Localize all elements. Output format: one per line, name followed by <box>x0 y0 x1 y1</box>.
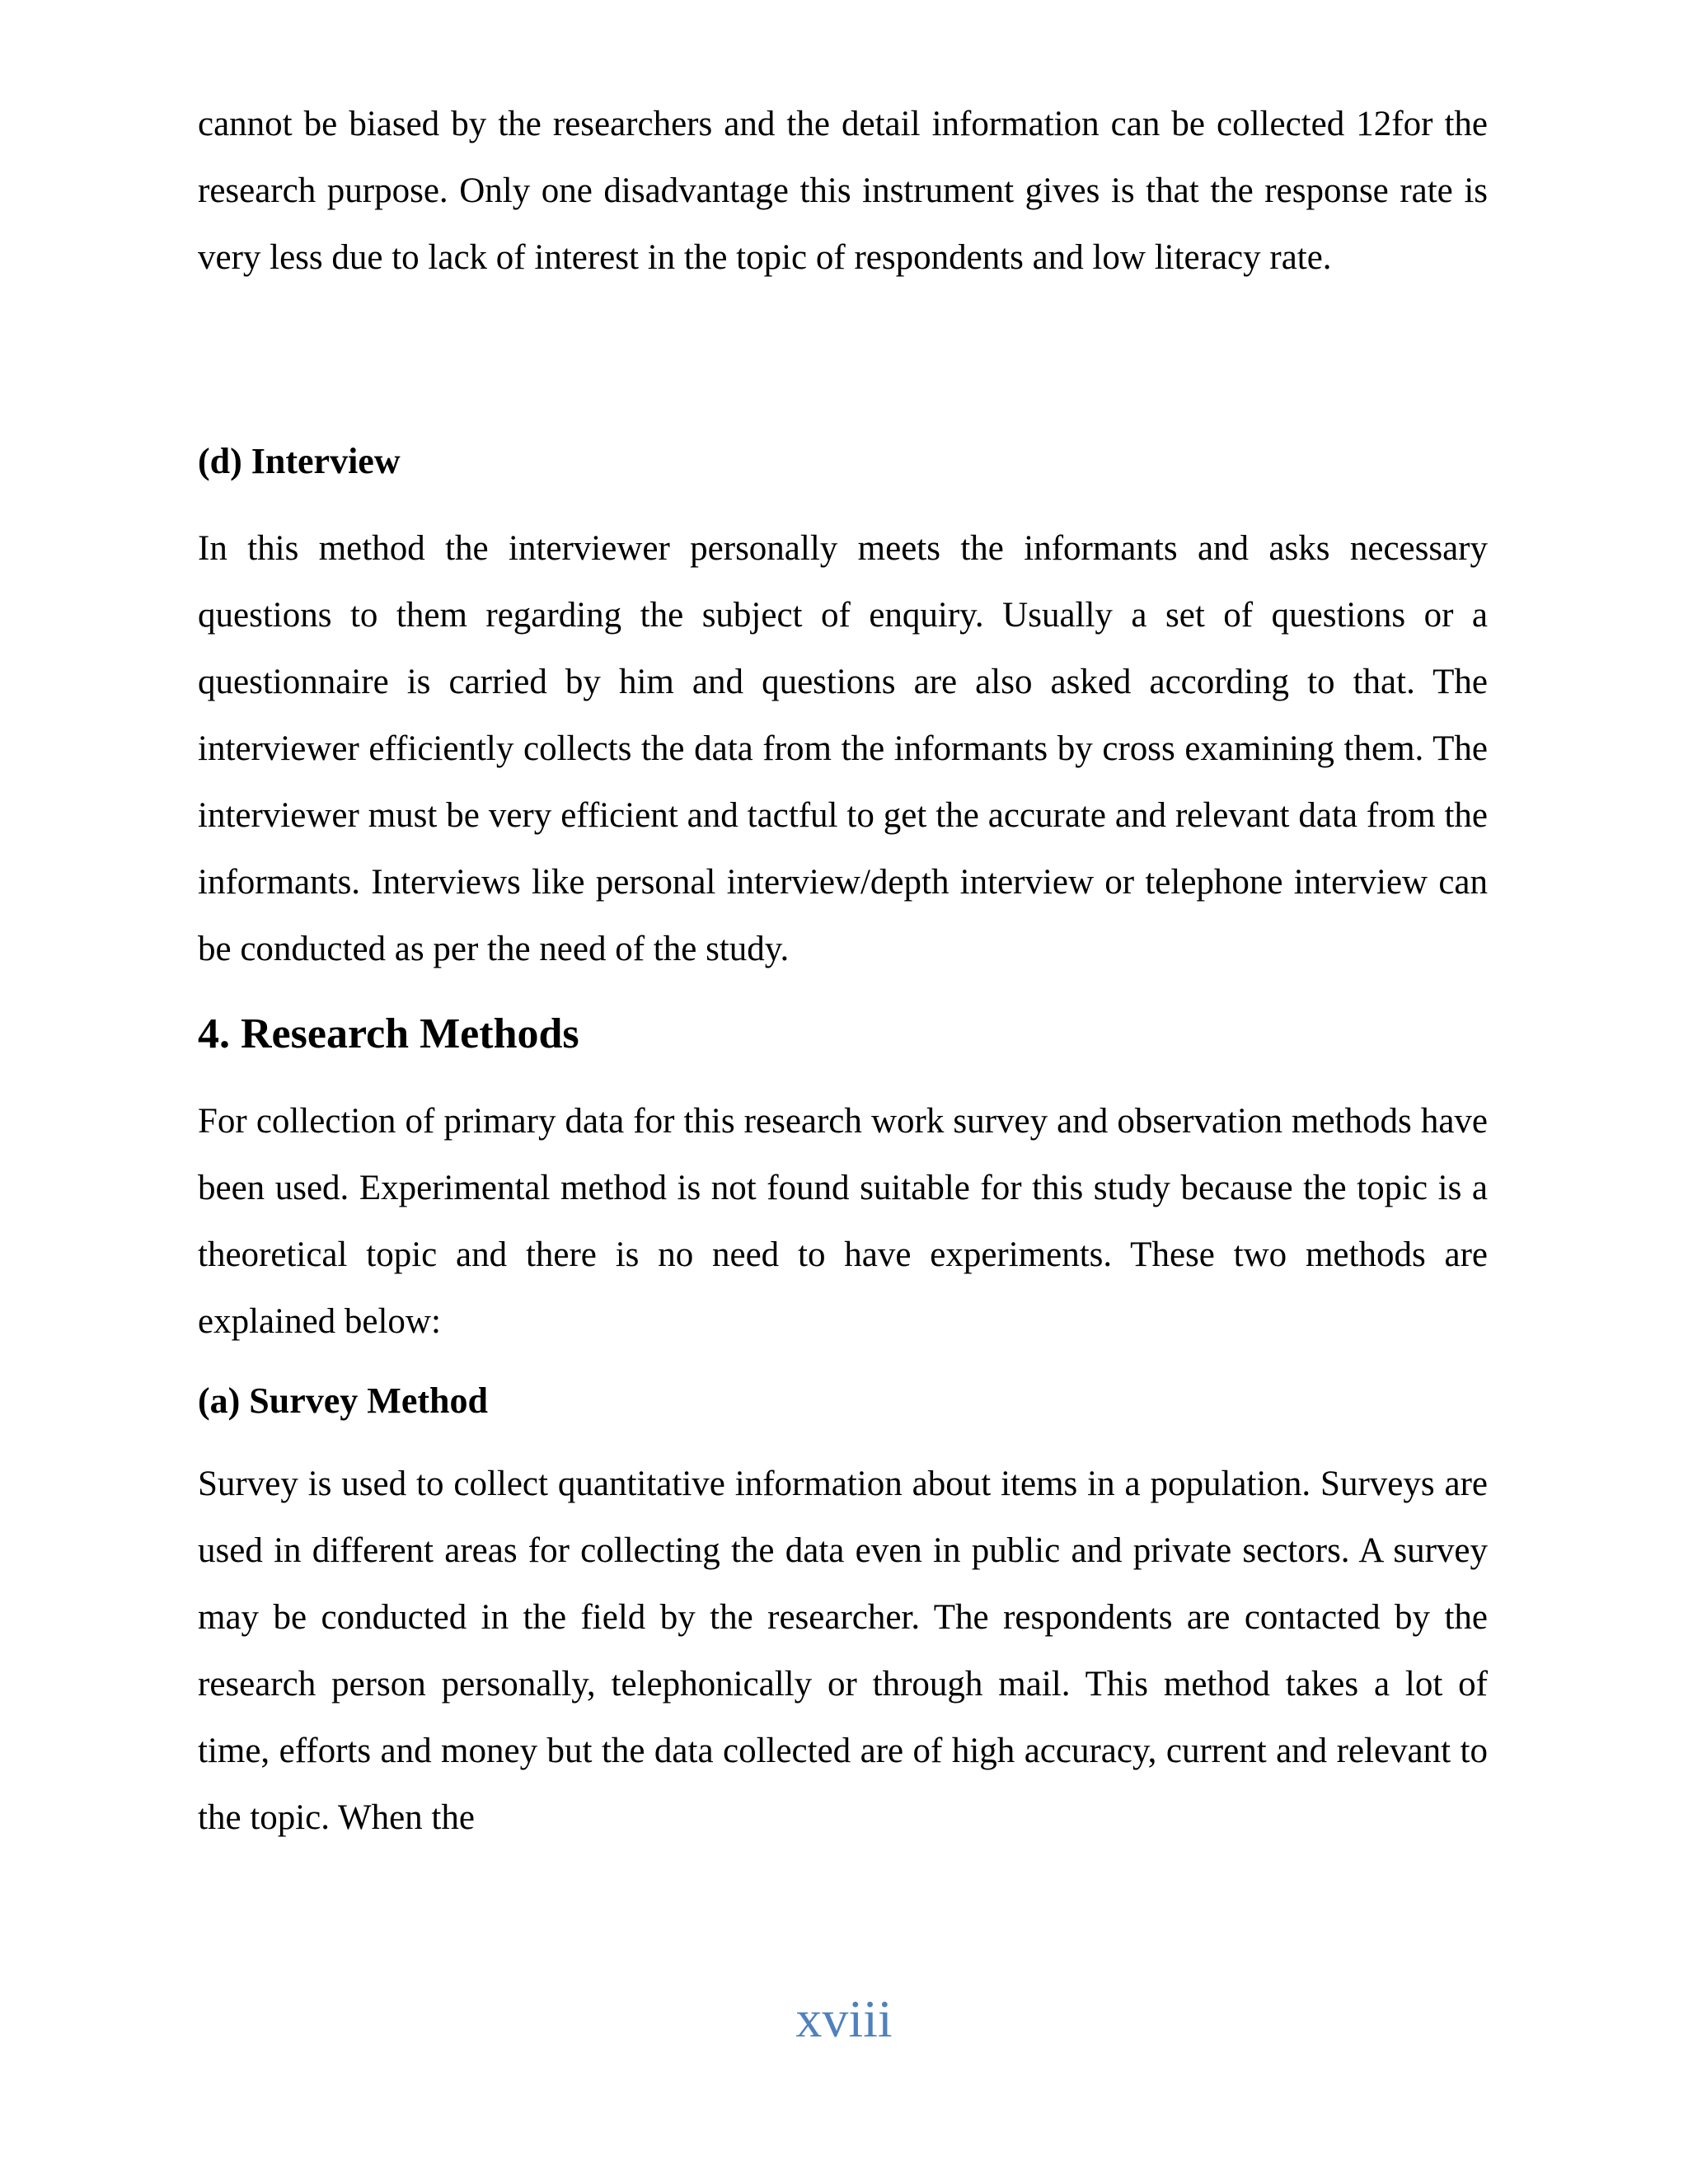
paragraph-survey-method: Survey is used to collect quantitative information about items in a population. Surveys are used in different areas for collecting the data even in public and private sectors. A survey may be conducted in the field by the researcher. The respondents are contacted by the research person personally, telephonically or through mail. This method takes a lot of time, efforts and money but the data collected are of high accuracy, current and relevant to the topic. When the <box>198 1465 1488 1837</box>
subheading-survey-method: (a) Survey Method <box>198 1380 488 1421</box>
paragraph-questionnaire-continuation: cannot be biased by the researchers and the detail information can be collected 12for the research purpose. Only one disadvantage this instrument gives is that the response rate is very less due to lack of interest in the topic of respondents and low literacy rate. <box>198 105 1488 277</box>
spacer <box>198 291 1488 437</box>
paragraph-interview: In this method the interviewer personally meets the informants and asks necessary questions to them regarding the subject of enquiry. Usually a set of questions or a questionnaire is carried by him and questions are also asked according to that. The interviewer efficiently collects the data from the informants by cross examining them. The interviewer must be very efficient and tactful to get the accurate and relevant data from the informants. Interviews like personal interview/depth interview or telephone interview can be conducted as per the need of the study. <box>198 529 1488 968</box>
page-content <box>198 91 1488 1851</box>
page-number: xviii <box>795 1990 893 2048</box>
paragraph-research-methods: For collection of primary data for this research work survey and observation methods have been used. Experimental method is not found suitable for this study because the topic is a theoretical topic and there is no need to have experiments. These two methods are explained below: <box>198 1102 1488 1341</box>
section-heading-research-methods: 4. Research Methods <box>198 1010 579 1057</box>
subheading-interview: (d) Interview <box>198 441 401 481</box>
